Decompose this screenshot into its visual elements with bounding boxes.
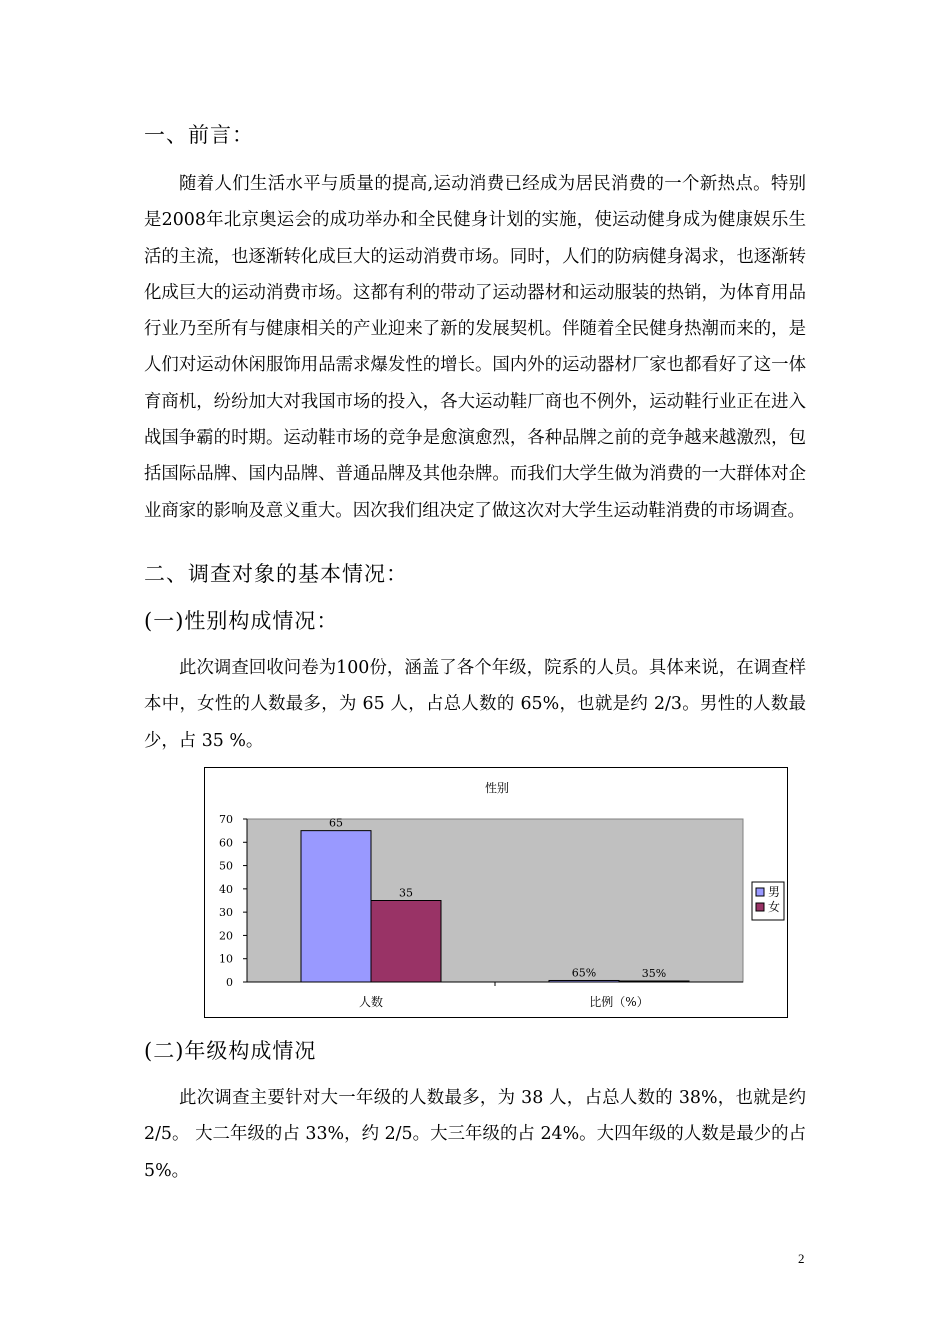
- x-category-label: 比例（%）: [589, 995, 649, 1009]
- y-tick-label: 30: [219, 906, 233, 920]
- y-tick-label: 10: [219, 952, 233, 966]
- section-heading-preface: 一、前言：: [144, 123, 254, 147]
- preface-paragraph: 随着人们生活水平与质量的提高,运动消费已经成为居民消费的一个新热点。特别是2008年北京奥运会的成功举办和全民健身计划的实施，使运动健身成为健康娱乐生活的主流，也逐渐转化成巨大的运动消费市场。同时，人们的防病健身渴求，也逐渐转化成巨大的运动消费市场。这都有利的带动了运动器材和运动服装的热销，为体育用品行业乃至所有与健康相关的产业迎来了新的发展契机。伴随着全民健身热潮而来的，是人们对运动休闲服饰用品需求爆发性的增长。国内外的运动器材厂家也都看好了这一体育商机，纷纷加大对我国市场的投入，各大运动鞋厂商也不例外，运动鞋行业正在进入战国争霸的时期。运动鞋市场的竞争是愈演愈烈，各种品牌之前的竞争越来越激烈，包括国际品牌、国内品牌、普通品牌及其他杂牌。而我们大学生做为消费的一大群体对企业商家的影响及意义重大。因次我们组决定了做这次对大学生运动鞋消费的市场调查。: [144, 174, 806, 521]
- x-category-label: 人数: [358, 995, 384, 1009]
- bar-男: [549, 980, 619, 982]
- legend-label: 男: [768, 885, 781, 899]
- subsection-heading-gender: (一)性别构成情况：: [144, 609, 339, 633]
- legend-swatch: [756, 888, 764, 896]
- data-label: 65%: [571, 966, 597, 980]
- page-number: 2: [798, 1251, 805, 1266]
- subsection-heading-grade: (二)年级构成情况: [144, 1039, 317, 1063]
- y-tick-label: 50: [219, 859, 233, 873]
- legend-label: 女: [768, 900, 781, 914]
- gender-chart-svg: [205, 768, 789, 1019]
- bar-男: [301, 831, 371, 982]
- y-tick-label: 60: [219, 836, 233, 850]
- chart-title: 性别: [484, 781, 510, 795]
- grade-paragraph: 此次调查主要针对大一年级的人数最多，为 38 人，占总人数的 38%，也就是约 2/5。 大二年级的占 33%，约 2/5。大三年级的占 24%。大四年级的人数是最少的占 5%。: [144, 1088, 806, 1181]
- data-label: 35: [399, 886, 413, 900]
- gender-chart: [204, 767, 788, 1018]
- y-tick-label: 40: [219, 882, 233, 896]
- gender-paragraph: 此次调查回收问卷为100份，涵盖了各个年级，院系的人员。具体来说，在调查样本中，女性的人数最多，为 65 人，占总人数的 65%，也就是约 2/3。男性的人数最少，占 35 %。: [144, 658, 806, 751]
- section-heading-survey-subjects: 二、调查对象的基本情况：: [144, 562, 408, 586]
- y-tick-label: 20: [219, 929, 233, 943]
- y-tick-label: 70: [219, 813, 233, 826]
- legend-swatch: [756, 903, 764, 911]
- data-label: 35%: [641, 967, 667, 980]
- bar-女: [371, 901, 441, 983]
- y-tick-label: 0: [226, 976, 233, 989]
- bar-女: [619, 981, 689, 982]
- data-label: 65: [329, 816, 343, 830]
